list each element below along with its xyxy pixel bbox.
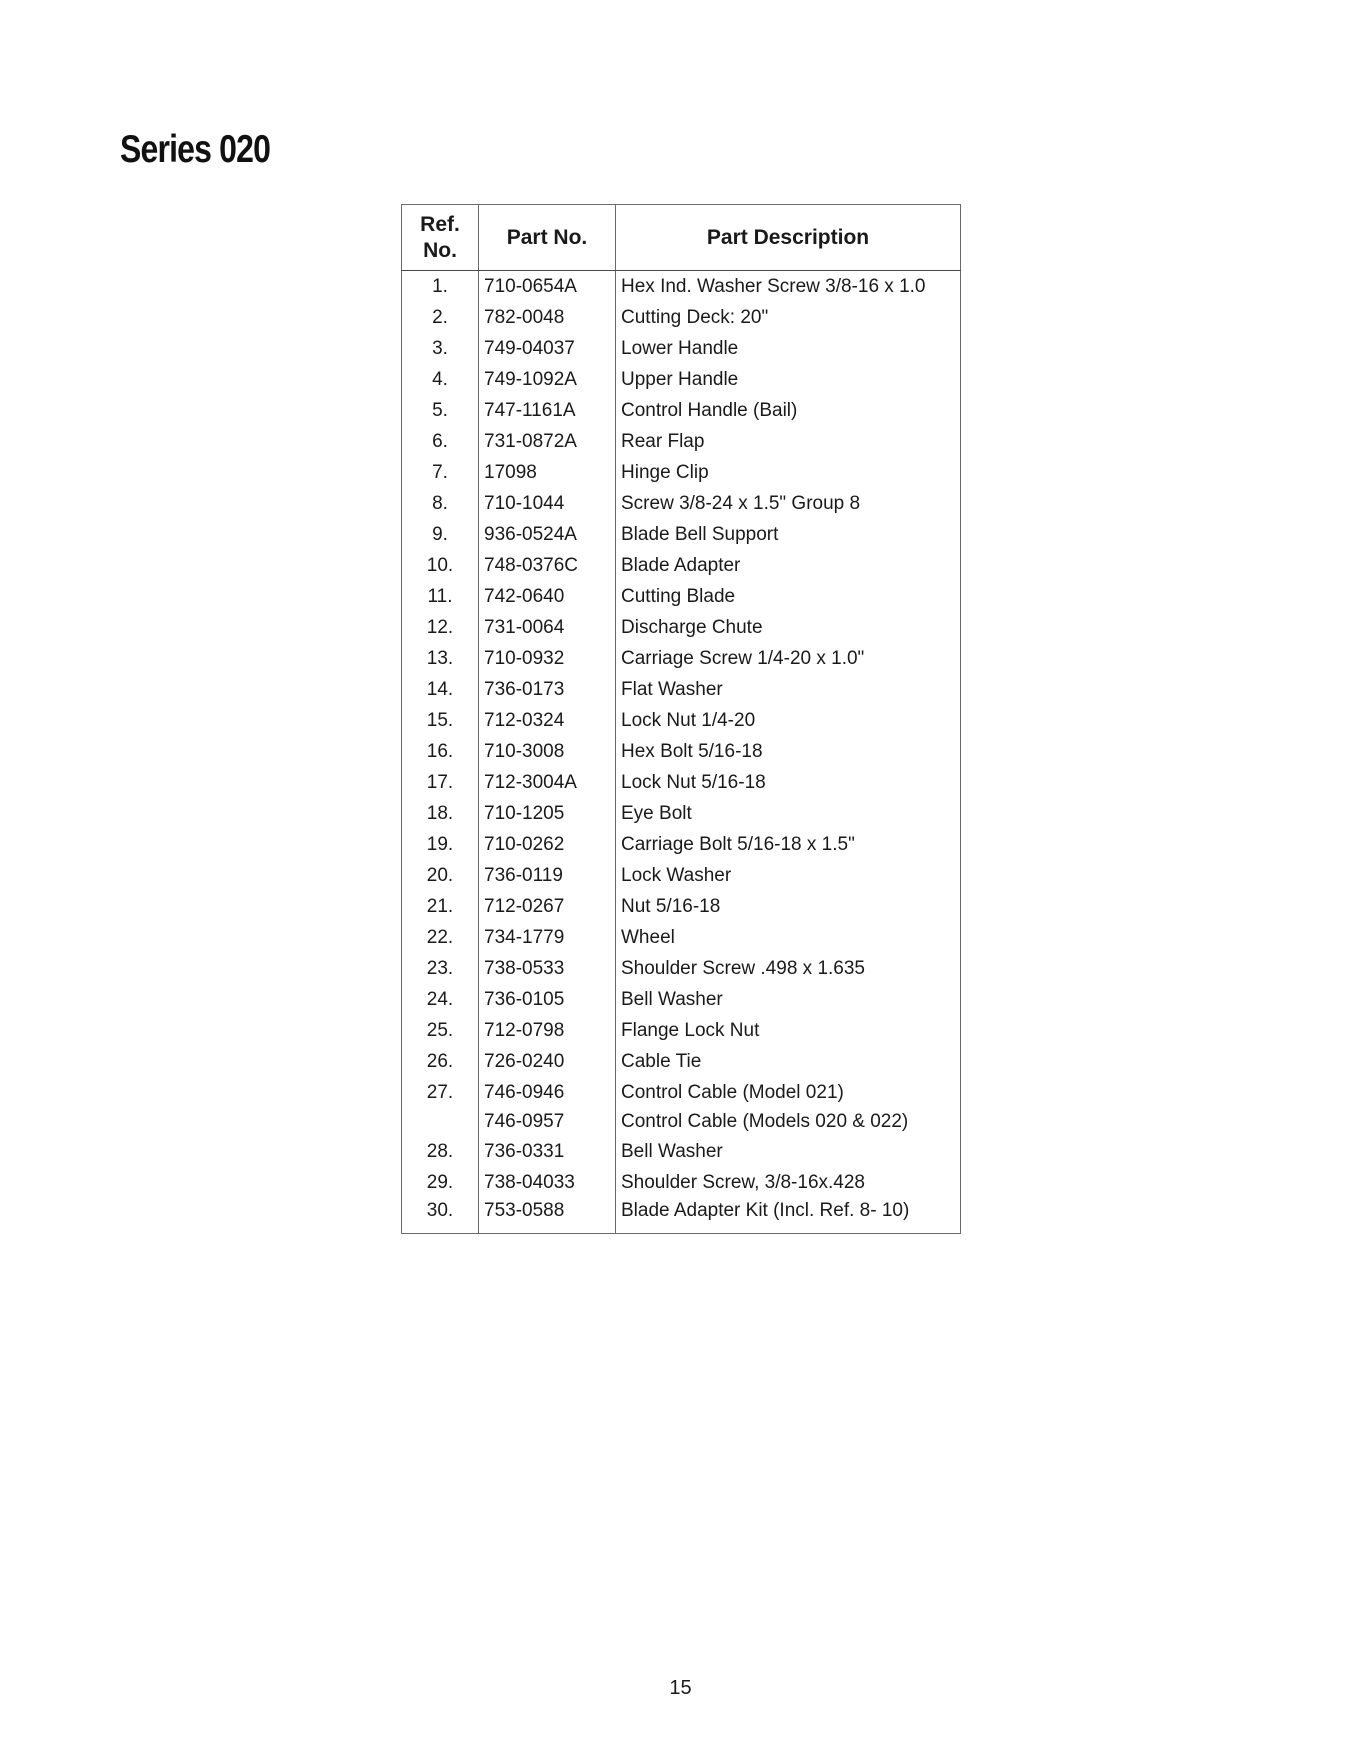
- part-no-cell: 746-0957: [479, 1108, 616, 1136]
- ref-cell: 8.: [402, 488, 479, 519]
- table-row: [402, 767, 961, 798]
- ref-cell: 2.: [402, 302, 479, 333]
- part-description-cell: Control Cable (Models 020 & 022): [616, 1108, 961, 1136]
- part-no-cell: 731-0064: [479, 612, 616, 643]
- part-no-cell: 710-1044: [479, 488, 616, 519]
- ref-cell: 29.: [402, 1167, 479, 1198]
- ref-cell: 17.: [402, 767, 479, 798]
- part-no-cell: 749-1092A: [479, 364, 616, 395]
- table-header-row: [402, 205, 961, 271]
- table-row: [402, 798, 961, 829]
- ref-cell: 11.: [402, 581, 479, 612]
- part-no-cell: 736-0119: [479, 860, 616, 891]
- part-description-cell: Lock Nut 1/4-20: [616, 705, 961, 736]
- ref-cell: 4.: [402, 364, 479, 395]
- part-no-cell: 712-0267: [479, 891, 616, 922]
- ref-cell: 9.: [402, 519, 479, 550]
- ref-cell: 14.: [402, 674, 479, 705]
- table-row: [402, 1136, 961, 1167]
- part-description-cell: Hex Ind. Washer Screw 3/8-16 x 1.0: [616, 271, 961, 303]
- part-no-cell: 731-0872A: [479, 426, 616, 457]
- part-description-cell: Cutting Blade: [616, 581, 961, 612]
- table-row: [402, 581, 961, 612]
- table-row: [402, 829, 961, 860]
- ref-cell: 20.: [402, 860, 479, 891]
- ref-cell: 7.: [402, 457, 479, 488]
- part-no-cell: 710-0262: [479, 829, 616, 860]
- ref-cell: 3.: [402, 333, 479, 364]
- part-description-cell: Upper Handle: [616, 364, 961, 395]
- part-no-cell: 710-3008: [479, 736, 616, 767]
- table-row: [402, 333, 961, 364]
- table-row: [402, 1198, 961, 1234]
- ref-cell: 28.: [402, 1136, 479, 1167]
- part-no-cell: 726-0240: [479, 1046, 616, 1077]
- ref-cell: 12.: [402, 612, 479, 643]
- table-row: [402, 1077, 961, 1108]
- table-row: [402, 364, 961, 395]
- ref-cell: 24.: [402, 984, 479, 1015]
- ref-cell: 30.: [402, 1198, 479, 1234]
- part-no-cell: 710-1205: [479, 798, 616, 829]
- ref-cell: 23.: [402, 953, 479, 984]
- table-row: [402, 953, 961, 984]
- part-no-cell: 749-04037: [479, 333, 616, 364]
- part-no-cell: 742-0640: [479, 581, 616, 612]
- page-number: 15: [669, 1677, 692, 1699]
- table-row: [402, 550, 961, 581]
- part-description-cell: Eye Bolt: [616, 798, 961, 829]
- part-description-cell: Carriage Bolt 5/16-18 x 1.5": [616, 829, 961, 860]
- table-row: [402, 612, 961, 643]
- part-description-cell: Flat Washer: [616, 674, 961, 705]
- ref-cell: 16.: [402, 736, 479, 767]
- part-description-cell: Bell Washer: [616, 984, 961, 1015]
- ref-cell: 6.: [402, 426, 479, 457]
- part-description-header: Part Description: [616, 205, 961, 271]
- table-row: [402, 519, 961, 550]
- ref-cell: 22.: [402, 922, 479, 953]
- part-description-cell: Rear Flap: [616, 426, 961, 457]
- parts-list-table: [401, 204, 961, 1234]
- part-description-cell: Control Handle (Bail): [616, 395, 961, 426]
- part-no-cell: 782-0048: [479, 302, 616, 333]
- part-no-cell: 736-0105: [479, 984, 616, 1015]
- table-row: [402, 1108, 961, 1136]
- table-row: [402, 1046, 961, 1077]
- part-description-cell: Lock Nut 5/16-18: [616, 767, 961, 798]
- part-no-cell: 734-1779: [479, 922, 616, 953]
- ref-cell: 27.: [402, 1077, 479, 1108]
- ref-cell: 19.: [402, 829, 479, 860]
- part-no-cell: 746-0946: [479, 1077, 616, 1108]
- table-row: [402, 1015, 961, 1046]
- part-no-cell: 712-0798: [479, 1015, 616, 1046]
- table-row: [402, 674, 961, 705]
- table-row: [402, 271, 961, 303]
- ref-cell: 10.: [402, 550, 479, 581]
- part-no-cell: 753-0588: [479, 1198, 616, 1234]
- ref-cell: 18.: [402, 798, 479, 829]
- part-no-cell: 712-3004A: [479, 767, 616, 798]
- ref-cell: 25.: [402, 1015, 479, 1046]
- part-description-cell: Lower Handle: [616, 333, 961, 364]
- table-row: [402, 705, 961, 736]
- ref-cell: 15.: [402, 705, 479, 736]
- part-description-cell: Cutting Deck: 20": [616, 302, 961, 333]
- table-row: [402, 922, 961, 953]
- ref-cell: 13.: [402, 643, 479, 674]
- part-no-cell: 747-1161A: [479, 395, 616, 426]
- part-no-cell: 710-0932: [479, 643, 616, 674]
- parts-table-body: [402, 271, 961, 1234]
- table-row: [402, 488, 961, 519]
- ref-cell: [402, 1108, 479, 1136]
- part-description-cell: Blade Bell Support: [616, 519, 961, 550]
- part-description-cell: Lock Washer: [616, 860, 961, 891]
- part-description-cell: Nut 5/16-18: [616, 891, 961, 922]
- table-row: [402, 457, 961, 488]
- part-no-cell: 936-0524A: [479, 519, 616, 550]
- part-description-cell: Flange Lock Nut: [616, 1015, 961, 1046]
- part-no-cell: 712-0324: [479, 705, 616, 736]
- table-row: [402, 736, 961, 767]
- table-row: [402, 984, 961, 1015]
- ref-header-line2: No.: [423, 238, 457, 262]
- ref-cell: 21.: [402, 891, 479, 922]
- part-description-cell: Shoulder Screw .498 x 1.635: [616, 953, 961, 984]
- part-no-cell: 736-0331: [479, 1136, 616, 1167]
- table-row: [402, 891, 961, 922]
- part-description-cell: Shoulder Screw, 3/8-16x.428: [616, 1167, 961, 1198]
- part-description-cell: Wheel: [616, 922, 961, 953]
- ref-cell: 1.: [402, 271, 479, 303]
- ref-header-line1: Ref.: [420, 212, 460, 236]
- part-no-cell: 17098: [479, 457, 616, 488]
- part-description-cell: Screw 3/8-24 x 1.5" Group 8: [616, 488, 961, 519]
- ref-no-header: [402, 205, 479, 271]
- part-description-cell: Cable Tie: [616, 1046, 961, 1077]
- part-no-header: Part No.: [479, 205, 616, 271]
- table-row: [402, 395, 961, 426]
- part-no-cell: 736-0173: [479, 674, 616, 705]
- table-row: [402, 860, 961, 891]
- table-row: [402, 426, 961, 457]
- ref-cell: 26.: [402, 1046, 479, 1077]
- part-description-cell: Control Cable (Model 021): [616, 1077, 961, 1108]
- part-no-cell: 738-04033: [479, 1167, 616, 1198]
- part-no-cell: 748-0376C: [479, 550, 616, 581]
- page-title: Series 020: [120, 128, 271, 171]
- part-description-cell: Carriage Screw 1/4-20 x 1.0": [616, 643, 961, 674]
- ref-cell: 5.: [402, 395, 479, 426]
- part-no-cell: 738-0533: [479, 953, 616, 984]
- part-description-cell: Hex Bolt 5/16-18: [616, 736, 961, 767]
- part-description-cell: Hinge Clip: [616, 457, 961, 488]
- part-description-cell: Blade Adapter Kit (Incl. Ref. 8- 10): [616, 1198, 961, 1234]
- part-description-cell: Bell Washer: [616, 1136, 961, 1167]
- part-no-cell: 710-0654A: [479, 271, 616, 303]
- table-row: [402, 1167, 961, 1198]
- part-description-cell: Blade Adapter: [616, 550, 961, 581]
- table-row: [402, 643, 961, 674]
- table-row: [402, 302, 961, 333]
- part-description-cell: Discharge Chute: [616, 612, 961, 643]
